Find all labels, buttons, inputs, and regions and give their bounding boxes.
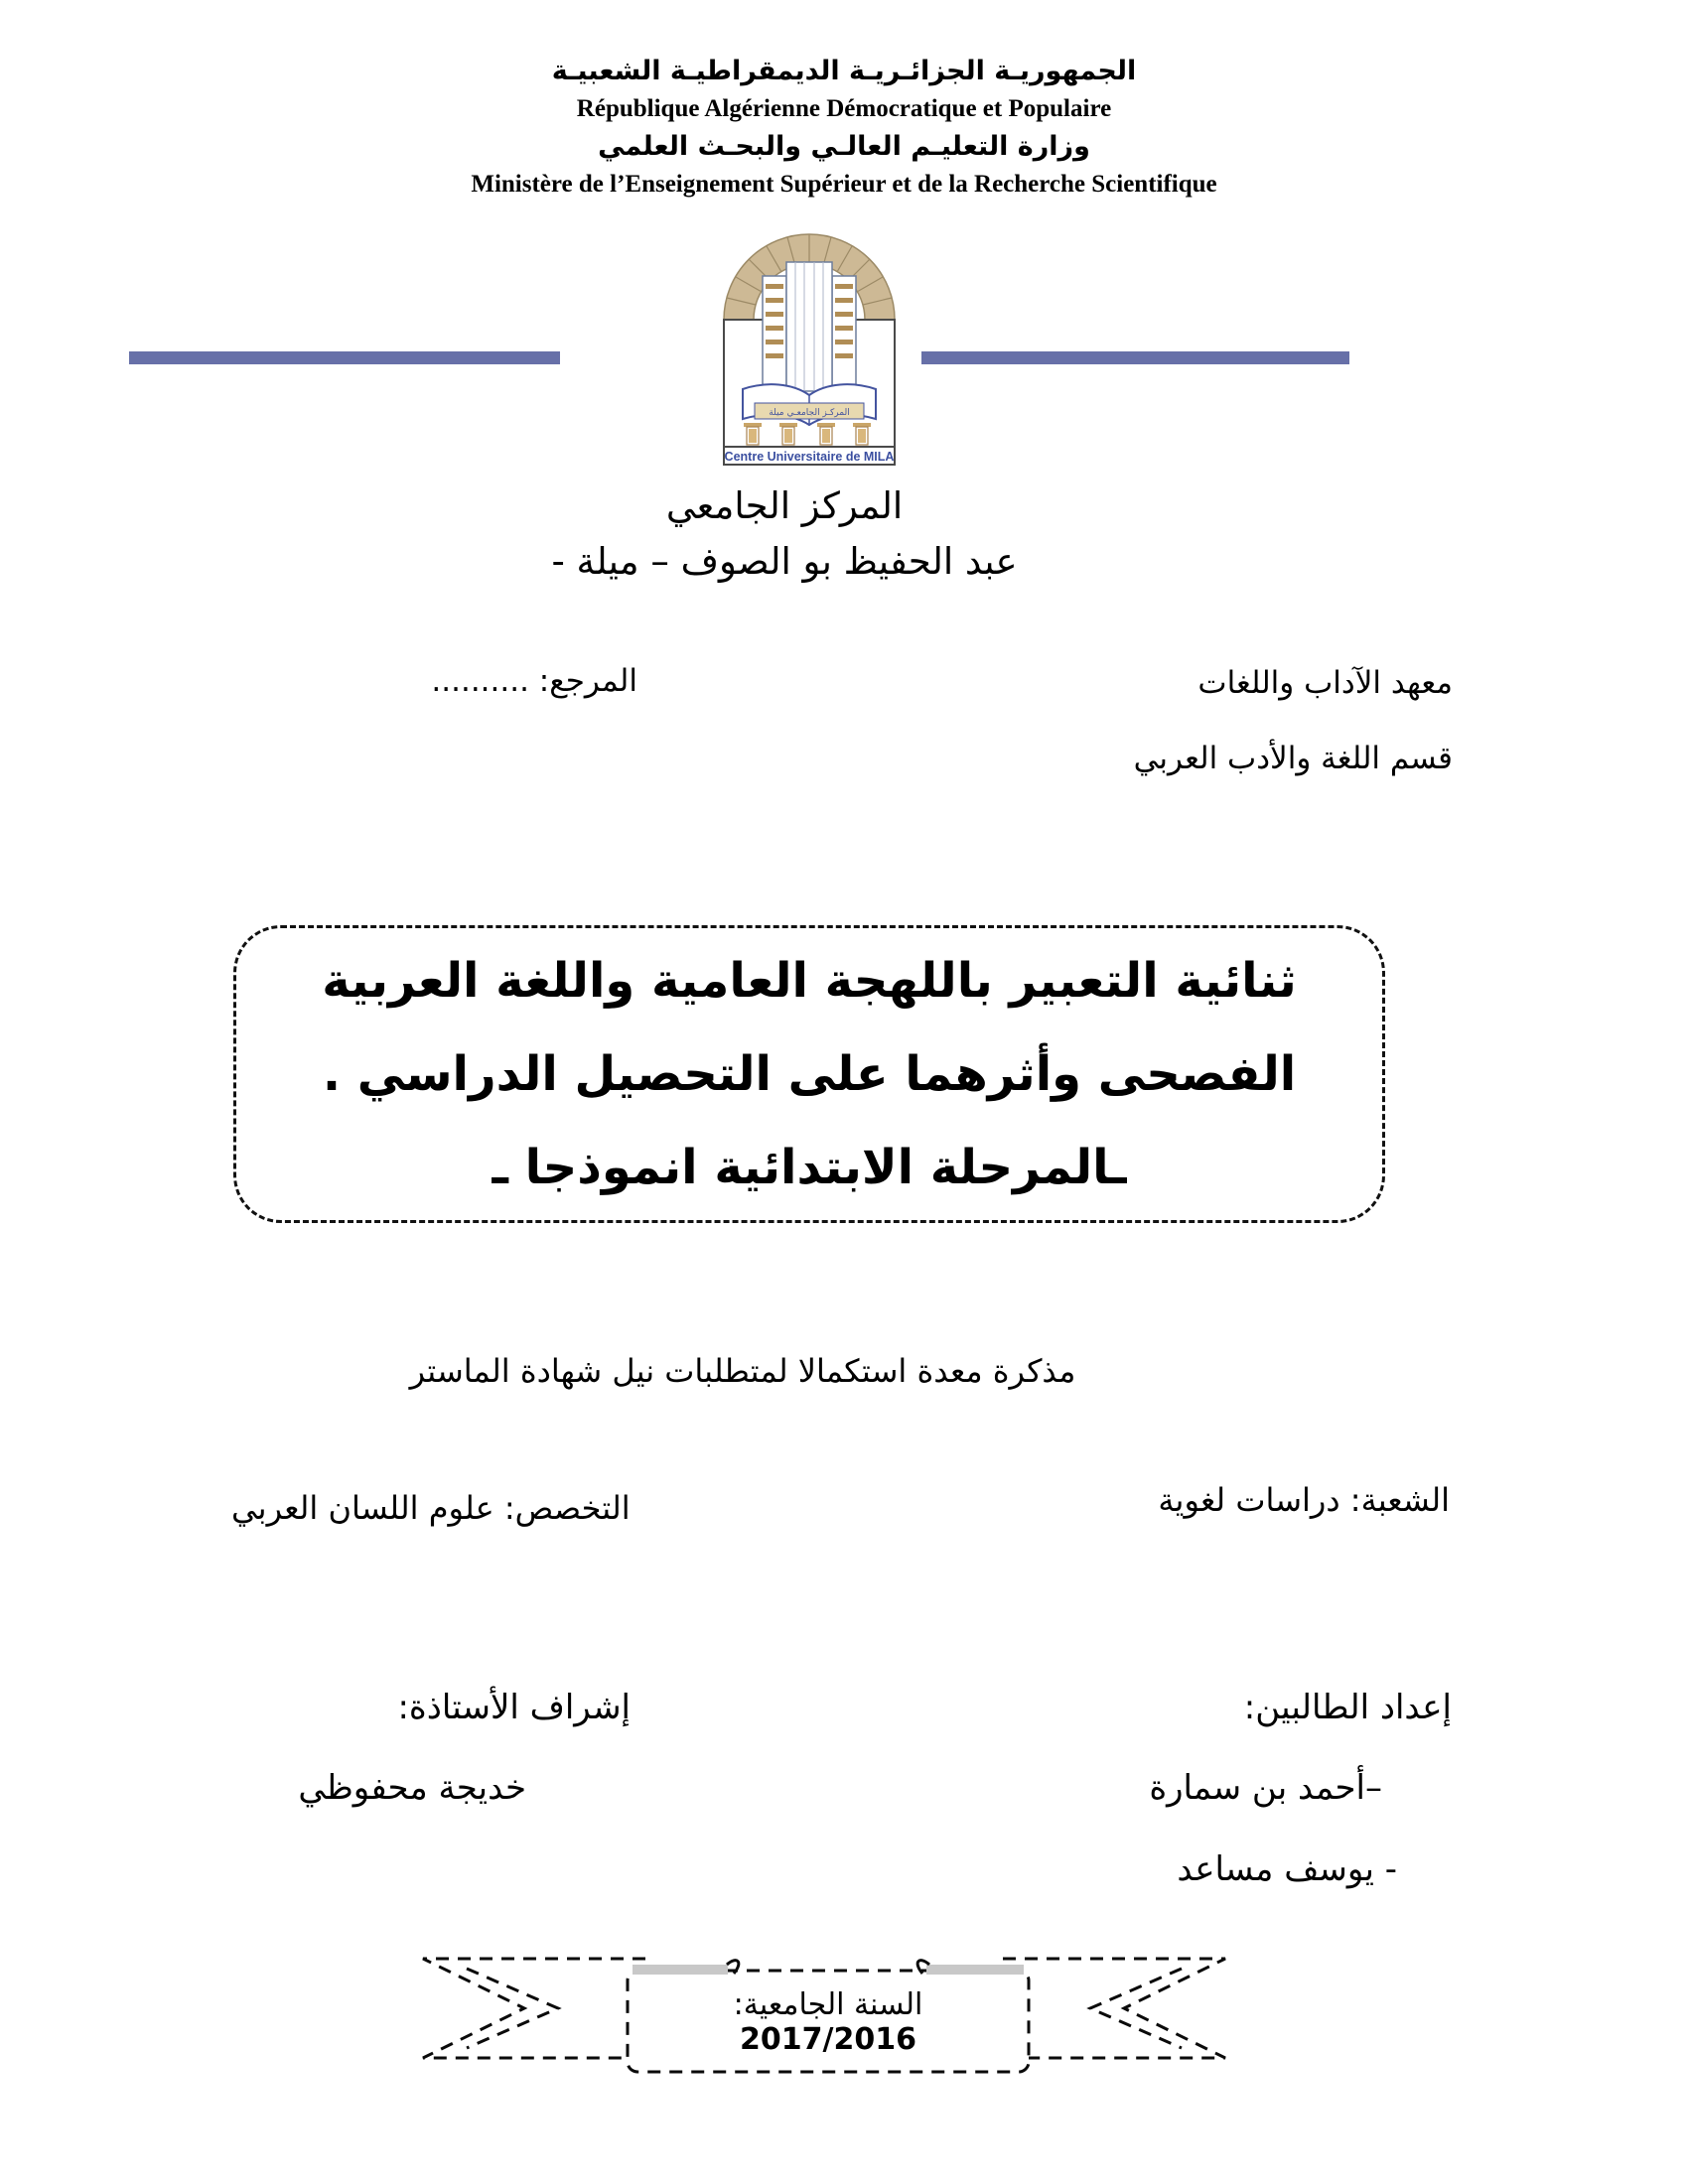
accent-bar-left	[129, 351, 560, 364]
thesis-title-line-1: ثنائية التعبير باللهجة العامية واللغة العربية	[322, 953, 1297, 1009]
logo-caption: Centre Universitaire de MILA	[724, 450, 895, 464]
academic-year-label: السنة الجامعية:	[733, 1987, 923, 2022]
academic-year-line	[640, 1987, 1016, 2057]
supervisor-label: إشراف الأستاذة:	[397, 1688, 631, 1727]
republic-header	[0, 52, 1688, 203]
memo-line: مذكرة معدة استكمالا لمتطلبات نيل شهادة الماستر	[409, 1352, 1076, 1390]
logo-banner-text: المركـز الجامعـي ميلة	[769, 408, 850, 418]
branch-line: الشعبة: دراسات لغوية	[1158, 1481, 1450, 1519]
ribbon-chevron-right	[1090, 1969, 1182, 2048]
thesis-title-line-3: ـالمرحلة الابتدائية انموذجا ـ	[492, 1140, 1127, 1195]
header-ministry-arabic: وزارة التعليـم العالـي والبحـث العلمي	[598, 131, 1090, 162]
students-block	[1149, 1683, 1452, 1893]
thesis-title-line-2: الفصحى وأثرهما على التحصيل الدراسي .	[322, 1046, 1297, 1102]
header-republic-arabic: الجمهوريـة الجزائـريـة الديمقراطيـة الشعبيـة	[551, 56, 1137, 86]
ribbon-fold-left	[633, 1965, 728, 1975]
student-name-2: - يوسف مساعد	[1177, 1849, 1397, 1889]
university-name-block	[0, 478, 1569, 590]
accent-bar-right	[921, 351, 1349, 364]
header-republic-french: République Algérienne Démocratique et Populaire	[576, 95, 1112, 122]
ribbon-tail-right	[1003, 1959, 1225, 2058]
building-icon	[763, 262, 856, 391]
reference-field: المرجع: ..........	[431, 663, 637, 699]
header-ministry-french: Ministère de l’Enseignement Supérieur et de la Recherche Scientifique	[471, 171, 1217, 198]
university-logo-graphic	[715, 195, 904, 468]
ribbon-chevron-left	[467, 1969, 558, 2048]
university-logo	[715, 195, 904, 472]
supervisor-name: خديجة محفوظي	[298, 1768, 526, 1808]
university-campus: عبد الحفيظ بو الصوف – ميلة -	[551, 540, 1018, 583]
student-name-1: –أحمد بن سمارة	[1149, 1768, 1382, 1808]
department-name: قسم اللغة والأدب العربي	[1133, 741, 1453, 776]
specialty-line: التخصص: علوم اللسان العربي	[231, 1489, 631, 1527]
ribbon-fold-right	[926, 1965, 1024, 1975]
supervisor-block	[233, 1683, 631, 1812]
academic-year-value: 2017/2016	[740, 2022, 916, 2057]
university-name: المركز الجامعي	[665, 484, 904, 527]
institute-block	[1134, 645, 1453, 796]
students-label: إعداد الطالبين:	[1243, 1688, 1452, 1727]
institute-name: معهد الآداب واللغات	[1197, 665, 1453, 701]
ribbon-tail-left	[423, 1959, 645, 2058]
thesis-title-box	[233, 925, 1385, 1223]
